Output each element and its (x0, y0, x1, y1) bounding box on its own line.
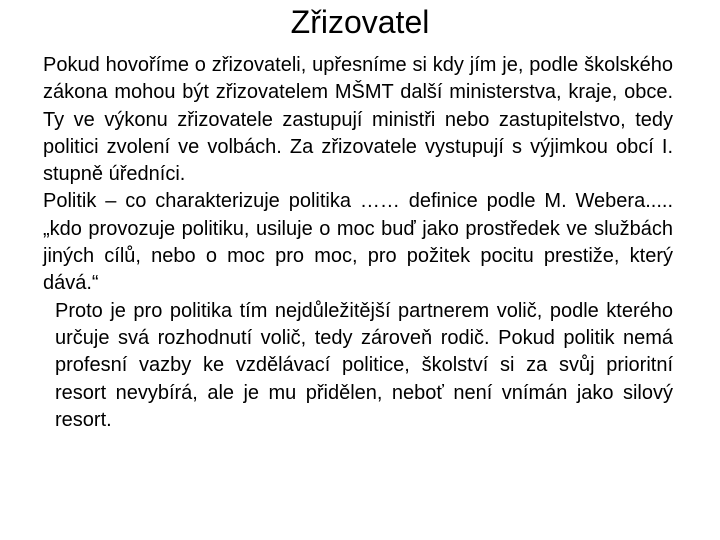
paragraph-zrizovatel: Pokud hovoříme o zřizovateli, upřesníme si kdy jím je, podle školského zákona mohou být zřizovatelem MŠMT další ministerstva, kraje, obce. Ty ve výkonu zřizovatele zastupují ministři nebo zastupitelstvo, tedy politici zvolení ve volbách. Za zřizovatele vystupují s výjimkou obcí I. stupně úředníci. (43, 54, 673, 186)
paragraph-politik: Politik – co charakterizuje politika …… definice podle M. Webera..... „kdo provozuje politiku, usiluje o moc buď jako prostředek ve službách jiných cílů, nebo o moc pro moc, pro požitek pocitu prestiže, který dává.“ (43, 190, 673, 295)
paragraph-volic: Proto je pro politika tím nejdůležitější partnerem volič, podle kterého určuje svá rozhodnutí volič, tedy zároveň rodič. Pokud politik nemá profesní vazby ke vzdělávací politice, školství si za svůj prioritní resort nevybírá, ale je mu přidělen, neboť není vnímán jako silový resort. (55, 299, 673, 431)
slide-body (43, 52, 673, 434)
slide-title: Zřizovatel (290, 4, 430, 40)
